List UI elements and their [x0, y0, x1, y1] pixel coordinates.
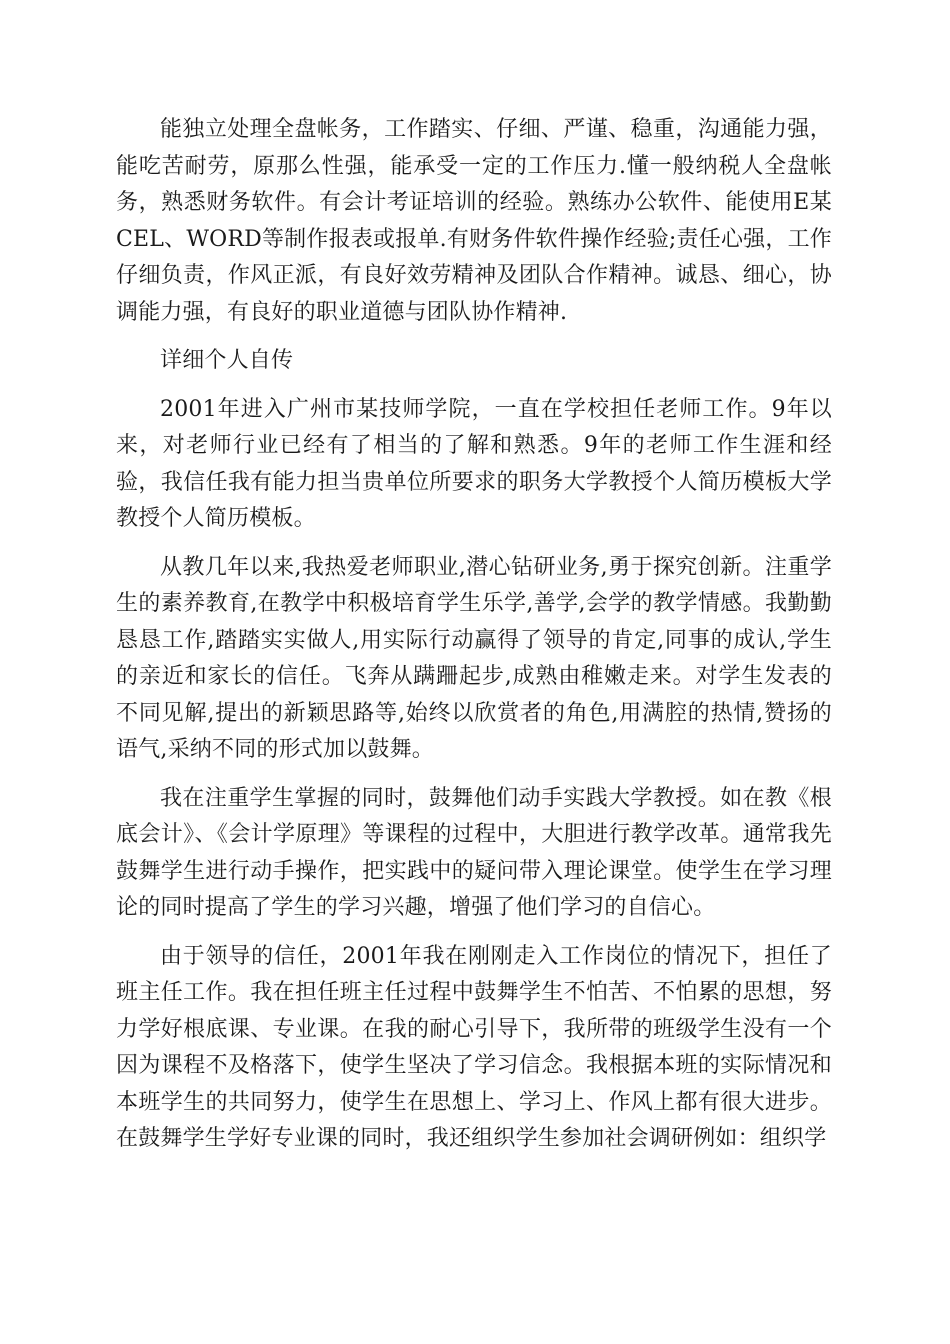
paragraph-teaching-reform: 我在注重学生掌握的同时，鼓舞他们动手实践大学教授。如在教《根底会计》、《会计学原理》等课程的过程中，大胆进行教学改革。通常我先鼓舞学生进行动手操作，把实践中的疑问带入理论课堂。使学生在学习理论的同时提高了学生的学习兴趣，增强了他们学习的自信心。: [116, 785, 832, 920]
section-heading-autobiography: 详细个人自传: [160, 348, 294, 373]
paragraph-class-teacher: 由于领导的信任，2001年我在刚刚走入工作岗位的情况下，担任了班主任工作。我在担任班主任过程中鼓舞学生不怕苦、不怕累的思想，努力学好根底课、专业课。在我的耐心引导下，我所带的班级学生没有一个因为课程不及格落下，使学生坚决了学习信念。我根据本班的实际情况和本班学生的共同努力，使学生在思想上、学习上、作风上都有很大进步。在鼓舞学生学好专业课的同时，我还组织学生参加社会调研例如：组织学: [116, 943, 832, 1151]
paragraph-work-history: 2001年进入广州市某技师学院，一直在学校担任老师工作。9年以来，对老师行业已经有了相当的了解和熟悉。9年的老师工作生涯和经验，我信任我有能力担当贵单位所要求的职务大学教授个人简历模板大学教授个人简历模板。: [116, 396, 832, 531]
paragraph-teaching-philosophy: 从教几年以来,我热爱老师职业,潜心钻研业务,勇于探究创新。注重学生的素养教育,在教学中积极培育学生乐学,善学,会学的教学情感。我勤勤恳恳工作,踏踏实实做人,用实际行动赢得了领导的肯定,同事的成认,学生的亲近和家长的信任。飞奔从蹒跚起步,成熟由稚嫩走来。对学生发表的不同见解,提出的新颖思路等,始终以欣赏者的角色,用满腔的热情,赞扬的语气,采纳不同的形式加以鼓舞。: [116, 554, 832, 762]
paragraph-skills-summary: 能独立处理全盘帐务，工作踏实、仔细、严谨、稳重，沟通能力强，能吃苦耐劳，原那么性强，能承受一定的工作压力.懂一般纳税人全盘帐务，熟悉财务软件。有会计考证培训的经验。熟练办公软件、能使用E某CEL、WORD等制作报表或报单.有财务件软件操作经验;责任心强，工作仔细负责，作风正派，有良好效劳精神及团队合作精神。诚恳、细心，协调能力强，有良好的职业道德与团队协作精神.: [116, 117, 832, 325]
document-body: [116, 112, 832, 1170]
